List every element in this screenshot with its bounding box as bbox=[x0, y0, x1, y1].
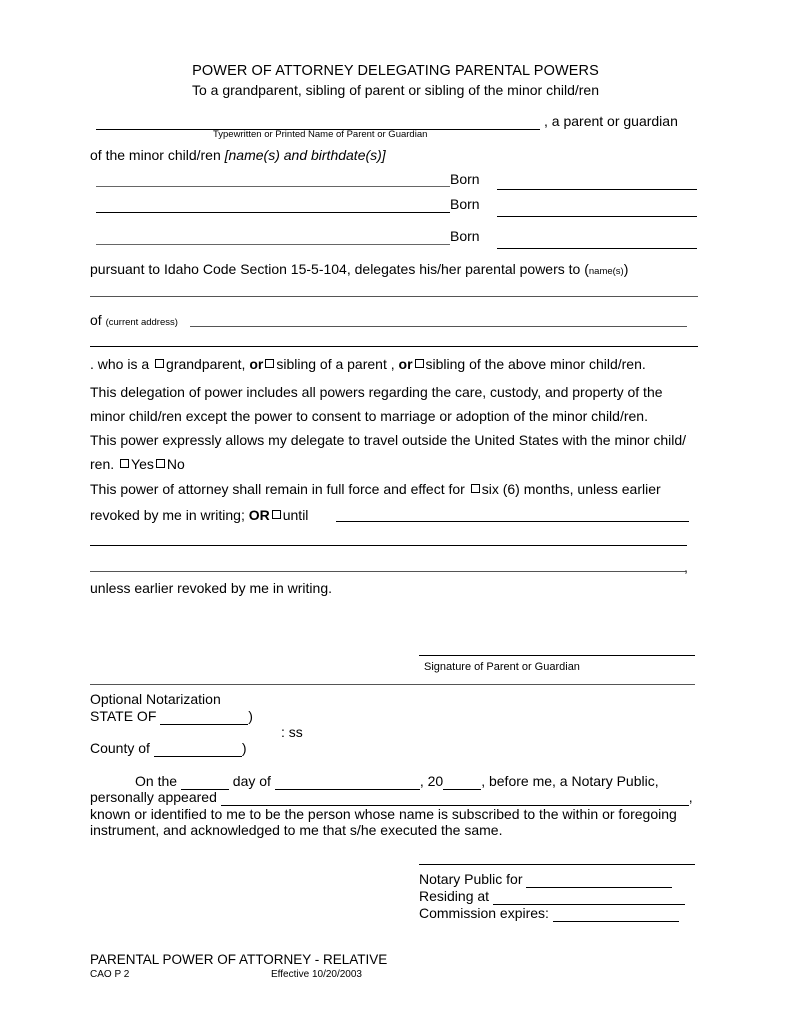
county-of-label: County of bbox=[90, 740, 150, 756]
statute-line-text: pursuant to Idaho Code Section 15-5-104, delegates his/her parental powers to ( bbox=[90, 261, 589, 277]
checkbox-travel-yes[interactable] bbox=[120, 459, 129, 468]
ack-line-2-b: , bbox=[688, 789, 693, 805]
notary-signature-blank[interactable] bbox=[419, 864, 695, 865]
duration-line-1-a: This power of attorney shall remain in full force and effect for bbox=[90, 481, 469, 497]
powers-line-1: This delegation of power includes all powers regarding the care, custody, and property of the bbox=[90, 384, 663, 400]
ack-line-1-a: On the bbox=[135, 773, 181, 789]
acknowledgment-line-3: known or identified to me to be the person whose name is subscribed to the within or foregoing bbox=[90, 806, 677, 822]
minor-children-label bbox=[90, 147, 386, 164]
ss-label: : ss bbox=[281, 724, 303, 740]
minor-children-hint: [name(s) and birthdate(s)] bbox=[224, 147, 386, 163]
checkbox-sibling-of-parent[interactable] bbox=[265, 359, 274, 368]
ack-line-1-d: , before me, a Notary Public, bbox=[481, 773, 659, 789]
commission-expires-row bbox=[419, 905, 679, 922]
address-blank-1[interactable] bbox=[190, 326, 687, 327]
minor-children-label-text: of the minor child/ren bbox=[90, 147, 225, 163]
ack-person-blank[interactable] bbox=[221, 793, 689, 806]
acknowledgment-line-1 bbox=[135, 773, 659, 790]
until-date-blank-2[interactable] bbox=[90, 545, 687, 546]
statute-line-close: ) bbox=[623, 261, 629, 277]
duration-line-1 bbox=[90, 481, 661, 498]
notarization-divider bbox=[90, 684, 695, 685]
child-name-blank-1[interactable] bbox=[96, 186, 450, 187]
relationship-option-3: sibling of the above minor child/ren. bbox=[425, 356, 646, 372]
residing-at-label: Residing at bbox=[419, 888, 490, 904]
born-label-3: Born bbox=[450, 228, 480, 244]
powers-line-4-prefix: ren. bbox=[90, 456, 115, 472]
commission-expires-label: Commission expires: bbox=[419, 905, 549, 921]
acknowledgment-line-2 bbox=[90, 789, 693, 806]
notary-public-for-row bbox=[419, 871, 672, 888]
duration-line-1-b: six (6) months, unless earlier bbox=[481, 481, 661, 497]
checkbox-until-date[interactable] bbox=[272, 510, 281, 519]
until-date-blank-3[interactable] bbox=[90, 571, 685, 572]
address-label bbox=[90, 312, 178, 331]
delegate-names-blank[interactable] bbox=[90, 296, 698, 297]
title-block bbox=[0, 62, 791, 99]
ack-line-1-c: , 20 bbox=[419, 773, 444, 789]
notary-public-for-label: Notary Public for bbox=[419, 871, 523, 887]
duration-or: OR bbox=[248, 507, 270, 523]
residing-at-row bbox=[419, 888, 685, 905]
statute-names-hint: name(s) bbox=[588, 266, 624, 277]
relationship-line bbox=[90, 356, 646, 373]
child-name-blank-3[interactable] bbox=[96, 244, 450, 245]
duration-line-2-a: revoked by me in writing; bbox=[90, 507, 249, 523]
parent-name-caption: Typewritten or Printed Name of Parent or Guardian bbox=[213, 129, 428, 140]
footer-form-name: PARENTAL POWER OF ATTORNEY - RELATIVE bbox=[90, 952, 388, 967]
page-title: POWER OF ATTORNEY DELEGATING PARENTAL POWERS bbox=[192, 63, 599, 79]
born-label-1: Born bbox=[450, 171, 480, 187]
until-date-blank-1[interactable] bbox=[336, 521, 689, 522]
address-blank-2[interactable] bbox=[90, 346, 698, 347]
page-subtitle: To a grandparent, sibling of parent or sibling of the minor child/ren bbox=[191, 82, 599, 98]
state-of-label: STATE OF bbox=[90, 708, 157, 724]
county-of-blank[interactable] bbox=[154, 744, 242, 757]
notary-public-for-blank[interactable] bbox=[526, 875, 672, 888]
ack-line-1-b: day of bbox=[228, 773, 275, 789]
relationship-lead: . who is a bbox=[90, 356, 154, 372]
residing-at-blank[interactable] bbox=[493, 892, 685, 905]
relationship-option-1: grandparent, bbox=[166, 356, 246, 372]
state-of-row bbox=[90, 708, 253, 725]
duration-line-2-b: until bbox=[282, 507, 309, 523]
notarization-heading: Optional Notarization bbox=[90, 691, 221, 707]
footer-effective-date: Effective 10/20/2003 bbox=[271, 969, 362, 980]
parent-name-suffix: , a parent or guardian bbox=[544, 113, 678, 129]
duration-line-2 bbox=[90, 507, 308, 524]
powers-no-label: No bbox=[166, 456, 185, 472]
checkbox-sibling-of-minor[interactable] bbox=[415, 359, 424, 368]
checkbox-six-months[interactable] bbox=[471, 484, 480, 493]
child-birthdate-blank-3[interactable] bbox=[497, 248, 697, 249]
powers-line-3: This power expressly allows my delegate to travel outside the United States with the minor child/ bbox=[90, 432, 687, 448]
child-birthdate-blank-2[interactable] bbox=[497, 216, 697, 217]
county-of-row bbox=[90, 740, 247, 757]
powers-line-2: minor child/ren except the power to consent to marriage or adoption of the minor child/ren. bbox=[90, 408, 648, 424]
footer-form-code: CAO P 2 bbox=[90, 969, 130, 980]
commission-expires-blank[interactable] bbox=[553, 909, 679, 922]
child-birthdate-blank-1[interactable] bbox=[497, 189, 697, 190]
relationship-option-2: sibling of a parent , bbox=[276, 356, 395, 372]
address-label-text: of bbox=[90, 312, 106, 328]
address-hint: (current address) bbox=[105, 317, 178, 328]
checkbox-grandparent[interactable] bbox=[155, 359, 164, 368]
powers-travel-choice bbox=[90, 456, 185, 473]
duration-closing: unless earlier revoked by me in writing. bbox=[90, 580, 332, 596]
state-of-blank[interactable] bbox=[160, 712, 248, 725]
born-label-2: Born bbox=[450, 196, 480, 212]
relationship-or-1: or bbox=[249, 356, 264, 372]
county-of-close: ) bbox=[241, 740, 247, 756]
child-name-blank-2[interactable] bbox=[96, 212, 450, 213]
powers-yes-label: Yes bbox=[131, 456, 154, 472]
state-of-close: ) bbox=[248, 708, 253, 724]
statute-line bbox=[90, 261, 628, 280]
acknowledgment-line-4: instrument, and acknowledged to me that s/he executed the same. bbox=[90, 822, 503, 838]
ack-line-2-a: personally appeared bbox=[90, 789, 221, 805]
signature-caption: Signature of Parent or Guardian bbox=[424, 661, 580, 673]
until-date-trailing-comma: , bbox=[684, 559, 688, 575]
signature-blank[interactable] bbox=[419, 655, 695, 656]
checkbox-travel-no[interactable] bbox=[156, 459, 165, 468]
relationship-or-2: or bbox=[398, 356, 413, 372]
